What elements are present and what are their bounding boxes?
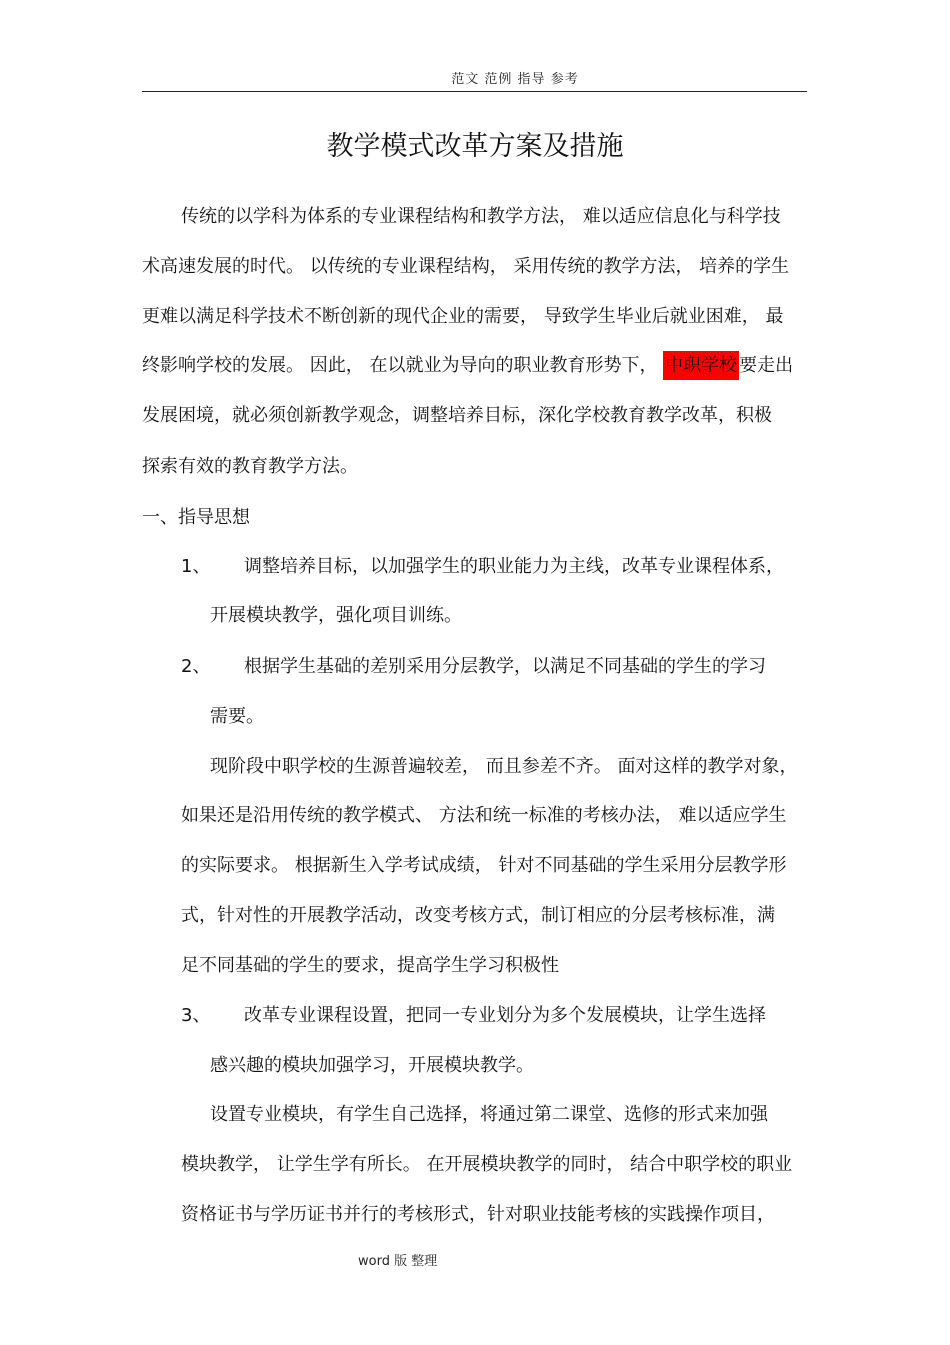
- document-title: 教学模式改革方案及措施: [326, 131, 624, 162]
- highlighted-text: 中职学校: [663, 351, 739, 380]
- paragraph-line: 资格证书与学历证书并行的考核形式，针对职业技能考核的实践操作项目，: [181, 1204, 775, 1225]
- paragraph-line: 设置专业模块，有学生自己选择，将通过第二课堂、选修的形式来加强: [210, 1104, 768, 1125]
- paragraph-line: 足不同基础的学生的要求，提高学生学习积极性: [181, 955, 559, 976]
- list-item-number: 1、: [181, 556, 211, 577]
- header-rule: [142, 91, 807, 92]
- paragraph-line: 如果还是沿用传统的教学模式、 方法和统一标准的考核办法， 难以适应学生: [181, 805, 787, 826]
- page-footer: word 版 整理: [358, 1254, 438, 1269]
- list-item-text: 改革专业课程设置，把同一专业划分为多个发展模块，让学生选择: [244, 1005, 766, 1026]
- paragraph-line: 探索有效的教育教学方法。: [142, 456, 358, 477]
- paragraph-line: 模块教学， 让学生学有所长。 在开展模块教学的同时， 结合中职学校的职业: [181, 1154, 793, 1175]
- paragraph-line: [142, 354, 793, 378]
- list-item-text: 调整培养目标，以加强学生的职业能力为主线，改革专业课程体系，: [244, 556, 784, 577]
- list-item-text: 需要。: [210, 706, 264, 727]
- paragraph-line: 传统的以学科为体系的专业课程结构和教学方法， 难以适应信息化与科学技: [181, 206, 781, 227]
- page-header: 范文 范例 指导 参考: [451, 72, 579, 87]
- line-text: 要走出: [739, 355, 794, 376]
- paragraph-line: 的实际要求。 根据新生入学考试成绩， 针对不同基础的学生采用分层教学形: [181, 855, 787, 876]
- list-item-number: 2、: [181, 656, 211, 677]
- paragraph-line: 现阶段中职学校的生源普遍较差， 而且参差不齐。 面对这样的教学对象，: [210, 756, 798, 777]
- paragraph-line: 术高速发展的时代。 以传统的专业课程结构， 采用传统的教学方法， 培养的学生: [142, 256, 790, 277]
- list-item-text: 根据学生基础的差别采用分层教学，以满足不同基础的学生的学习: [244, 656, 766, 677]
- paragraph-line: 更难以满足科学技术不断创新的现代企业的需要， 导致学生毕业后就业困难， 最: [142, 306, 784, 327]
- line-text: 终影响学校的发展。 因此， 在以就业为导向的职业教育形势下，: [142, 355, 664, 376]
- paragraph-line: 式，针对性的开展教学活动，改变考核方式，制订相应的分层考核标准，满: [181, 905, 775, 926]
- paragraph-line: 发展困境，就必须创新教学观念，调整培养目标，深化学校教育教学改革，积极: [142, 405, 772, 426]
- section-heading: 一、指导思想: [142, 507, 250, 528]
- list-item-text: 开展模块教学，强化项目训练。: [210, 605, 462, 626]
- list-item-text: 感兴趣的模块加强学习，开展模块教学。: [210, 1055, 534, 1076]
- list-item-number: 3、: [181, 1005, 211, 1026]
